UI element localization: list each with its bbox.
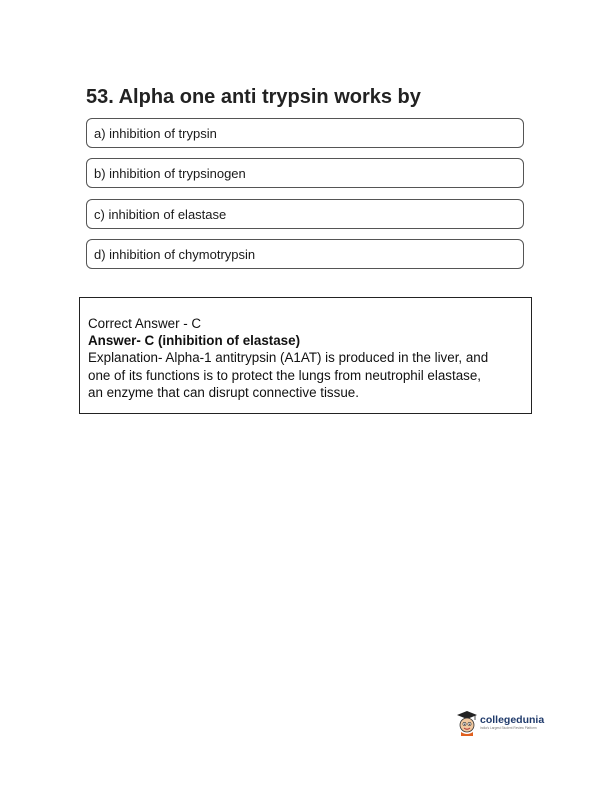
collegedunia-logo (456, 706, 562, 740)
logo-tagline: India's Largest Student Review Platform (480, 726, 537, 730)
option-b[interactable] (86, 158, 524, 188)
option-d[interactable] (86, 239, 524, 269)
question-title: 53. Alpha one anti trypsin works by (86, 86, 421, 108)
correct-answer-text: Correct Answer - C (88, 316, 202, 331)
option-c-label: c) inhibition of elastase (94, 206, 227, 222)
graduate-mascot-icon (456, 709, 478, 737)
option-d-label: d) inhibition of chymotrypsin (94, 246, 256, 262)
answer-heading: Answer- C (inhibition of elastase) (88, 333, 301, 349)
logo-name: collegedunia (480, 714, 545, 726)
option-b-label: b) inhibition of trypsinogen (94, 165, 246, 181)
explanation-line-3: an enzyme that can disrupt connective tissue. (88, 384, 359, 400)
answer-box (79, 297, 532, 414)
option-c[interactable] (86, 199, 524, 229)
option-a-label: a) inhibition of trypsin (94, 125, 217, 141)
explanation-line-2: one of its functions is to protect the lungs from neutrophil elastase, (88, 367, 482, 383)
explanation-line-1: Explanation- Alpha-1 antitrypsin (A1AT) is produced in the liver, and (88, 350, 489, 366)
option-a[interactable] (86, 118, 524, 148)
